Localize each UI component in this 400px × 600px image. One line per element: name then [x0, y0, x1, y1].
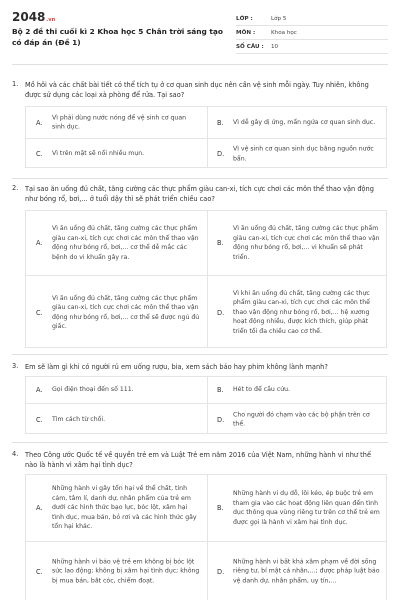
- option-letter: B.: [217, 118, 224, 127]
- option-letter: A.: [36, 386, 43, 394]
- options-row: [26, 275, 386, 349]
- header-divider: [12, 64, 388, 65]
- option-b[interactable]: [207, 377, 387, 403]
- option-letter: B.: [217, 386, 224, 394]
- options-row: [26, 107, 386, 138]
- option-letter: A.: [36, 239, 43, 247]
- question-number: 1.: [12, 80, 19, 88]
- option-letter: B.: [217, 239, 224, 247]
- page-header: [12, 10, 388, 58]
- options-grid: [25, 106, 387, 168]
- options-row: [26, 541, 386, 600]
- question-number: 2.: [12, 184, 19, 192]
- exam-meta: [236, 12, 388, 54]
- option-a[interactable]: [26, 377, 206, 403]
- meta-value: Lớp 5: [271, 15, 287, 22]
- options-grid: [25, 376, 387, 434]
- option-text: Vì ăn uống đủ chất, tăng cường các thực phẩm giàu can-xi, tích cực chơi các môn thể thao vận động như bóng rổ, bơi,... cơ thể dễ mắc các bệnh do vi khuẩn gây ra.: [52, 224, 199, 261]
- option-text: Vì dễ gây dị ứng, mẩn ngứa cơ quan sinh dục.: [233, 118, 376, 126]
- option-c[interactable]: [26, 542, 206, 600]
- meta-value: 10: [271, 43, 279, 50]
- meta-label: MÔN :: [236, 29, 256, 36]
- option-text: Vì phải dùng nước nóng để vệ sinh cơ quan sinh dục.: [52, 113, 187, 131]
- option-letter: D.: [217, 415, 225, 424]
- options-grid: [25, 474, 387, 600]
- option-text: Những hành vi gây tổn hại về thể chất, tinh cảm, tâm lí, danh dự, nhân phẩm của trẻ em dưới các hình thức bạo lực, bóc lột, xâm hại tình dục, mua bán, bỏ rơi và các hình thức gây tổn hại khác.: [52, 485, 197, 531]
- meta-label: LỚP :: [236, 15, 253, 22]
- option-letter: C.: [36, 567, 43, 576]
- option-text: Tìm cách từ chối.: [52, 415, 106, 423]
- option-c[interactable]: [26, 139, 206, 169]
- logo-text: 2048: [12, 10, 46, 24]
- question-number: 4.: [12, 450, 19, 458]
- option-letter: B.: [217, 504, 224, 512]
- option-d[interactable]: [207, 404, 387, 435]
- option-b[interactable]: [207, 475, 387, 541]
- option-letter: A.: [36, 504, 43, 512]
- meta-row-subject: [236, 26, 388, 40]
- site-logo[interactable]: [12, 10, 55, 24]
- options-row: [26, 475, 386, 541]
- option-letter: D.: [217, 308, 225, 317]
- option-text: Gọi điện thoại đến số 111.: [52, 386, 134, 394]
- question-4: [12, 450, 388, 600]
- option-letter: C.: [36, 150, 43, 158]
- option-text: Vì vệ sinh cơ quan sinh dục bằng nguồn nước bẩn.: [233, 145, 374, 162]
- option-text: Cho người đó chạm vào các bộ phận trên cơ thể.: [233, 410, 370, 428]
- options-row: [26, 138, 386, 169]
- option-text: Hét to để cầu cứu.: [233, 386, 291, 394]
- question-1: [12, 80, 388, 172]
- question-text: Mồ hôi và các chất bài tiết có thể tích tụ ở cơ quan sinh dục nên cần vệ sinh mỗi ngày. Tuy nhiên, không được sử dụng các loại xà phòng để rửa. Tại sao?: [25, 81, 369, 99]
- option-b[interactable]: [207, 211, 387, 275]
- option-letter: A.: [36, 118, 43, 127]
- option-d[interactable]: [207, 542, 387, 600]
- option-c[interactable]: [26, 404, 206, 435]
- option-letter: C.: [36, 415, 43, 424]
- meta-row-class: [236, 12, 388, 26]
- question-number: 3.: [12, 362, 19, 370]
- meta-row-count: [236, 40, 388, 54]
- page-title: Bộ 2 đề thi cuối kì 2 Khoa học 5 Chân trời sáng tạo có đáp án (Đề 1): [12, 27, 223, 47]
- question-text: Tại sao ăn uống đủ chất, tăng cường các thực phẩm giàu can-xi, tích cực chơi các môn thể thao vận động như bóng rổ, bơi,... ở tuổi dậy thì sẽ phát triển chiều cao?: [25, 185, 374, 203]
- option-a[interactable]: [26, 211, 206, 275]
- option-text: Vì trên mặt sẽ nổi nhiều mụn.: [52, 150, 145, 158]
- option-letter: C.: [36, 308, 43, 317]
- meta-value: Khoa học: [271, 29, 297, 36]
- option-d[interactable]: [207, 139, 387, 169]
- option-letter: D.: [217, 150, 225, 158]
- question-2: [12, 184, 388, 350]
- options-row: [26, 377, 386, 403]
- option-letter: D.: [217, 567, 225, 576]
- option-d[interactable]: [207, 276, 387, 349]
- option-text: Những hành vi bảo vệ trẻ em không bị bóc lột sức lao động; không bị xâm hại tình dục; không bị mua bán, bắt cóc, chiếm đoạt.: [52, 558, 200, 585]
- question-text: Theo Công ước Quốc tế về quyền trẻ em và Luật Trẻ em năm 2016 của Việt Nam, những hành vi như thế nào là hành vi xâm hại tình dục?: [25, 451, 371, 469]
- option-text: Những hành vi bất khả xâm phạm về đời sống riêng tư, bí mật cá nhân,...; được pháp luật bảo vệ danh dự, nhân phẩm, uy tín,...: [233, 558, 380, 585]
- option-a[interactable]: [26, 475, 206, 541]
- option-text: Vì khi ăn uống đủ chất, tăng cường các thực phẩm giàu can-xi, tích cực chơi các môn thể thao vận động như bóng rổ, bơi,... hệ xương hoạt động nhiều, được kích thích, giúp phát triển tối đa chiều cao cơ thể.: [233, 289, 370, 335]
- options-row: [26, 211, 386, 275]
- question-divider: [12, 178, 388, 179]
- meta-label: SỐ CÂU :: [236, 43, 264, 50]
- question-text: Em sẽ làm gì khi có người rủ em uống rượu, bia, xem sách báo hay phim không lành mạnh?: [25, 363, 328, 371]
- logo-suffix: .vn: [46, 17, 56, 23]
- option-text: Vì ăn uống đủ chất, tăng cường các thực phẩm giàu can-xi, tích cực chơi các môn thể thao vận động như bóng rổ, bơi,... vi khuẩn sẽ phát triển.: [233, 224, 380, 261]
- options-grid: [25, 210, 387, 348]
- option-text: Vì ăn uống đủ chất, tăng cường các thực phẩm giàu can-xi, tích cực chơi các môn thể thao vận động như bóng rổ, bơi,... cơ thể sẽ được ngủ đủ giấc.: [52, 294, 200, 331]
- option-c[interactable]: [26, 276, 206, 349]
- options-row: [26, 403, 386, 435]
- question-3: [12, 362, 388, 436]
- question-divider: [12, 354, 388, 355]
- option-text: Những hành vi dụ dỗ, lôi kéo, ép buộc trẻ em tham gia vào các hoạt động liên quan đến tình dục thông qua vùng riêng tư trên cơ thể trẻ em được gọi là hành vi xâm hại tình dục.: [233, 489, 380, 526]
- option-a[interactable]: [26, 107, 206, 138]
- option-b[interactable]: [207, 107, 387, 138]
- question-divider: [12, 442, 388, 443]
